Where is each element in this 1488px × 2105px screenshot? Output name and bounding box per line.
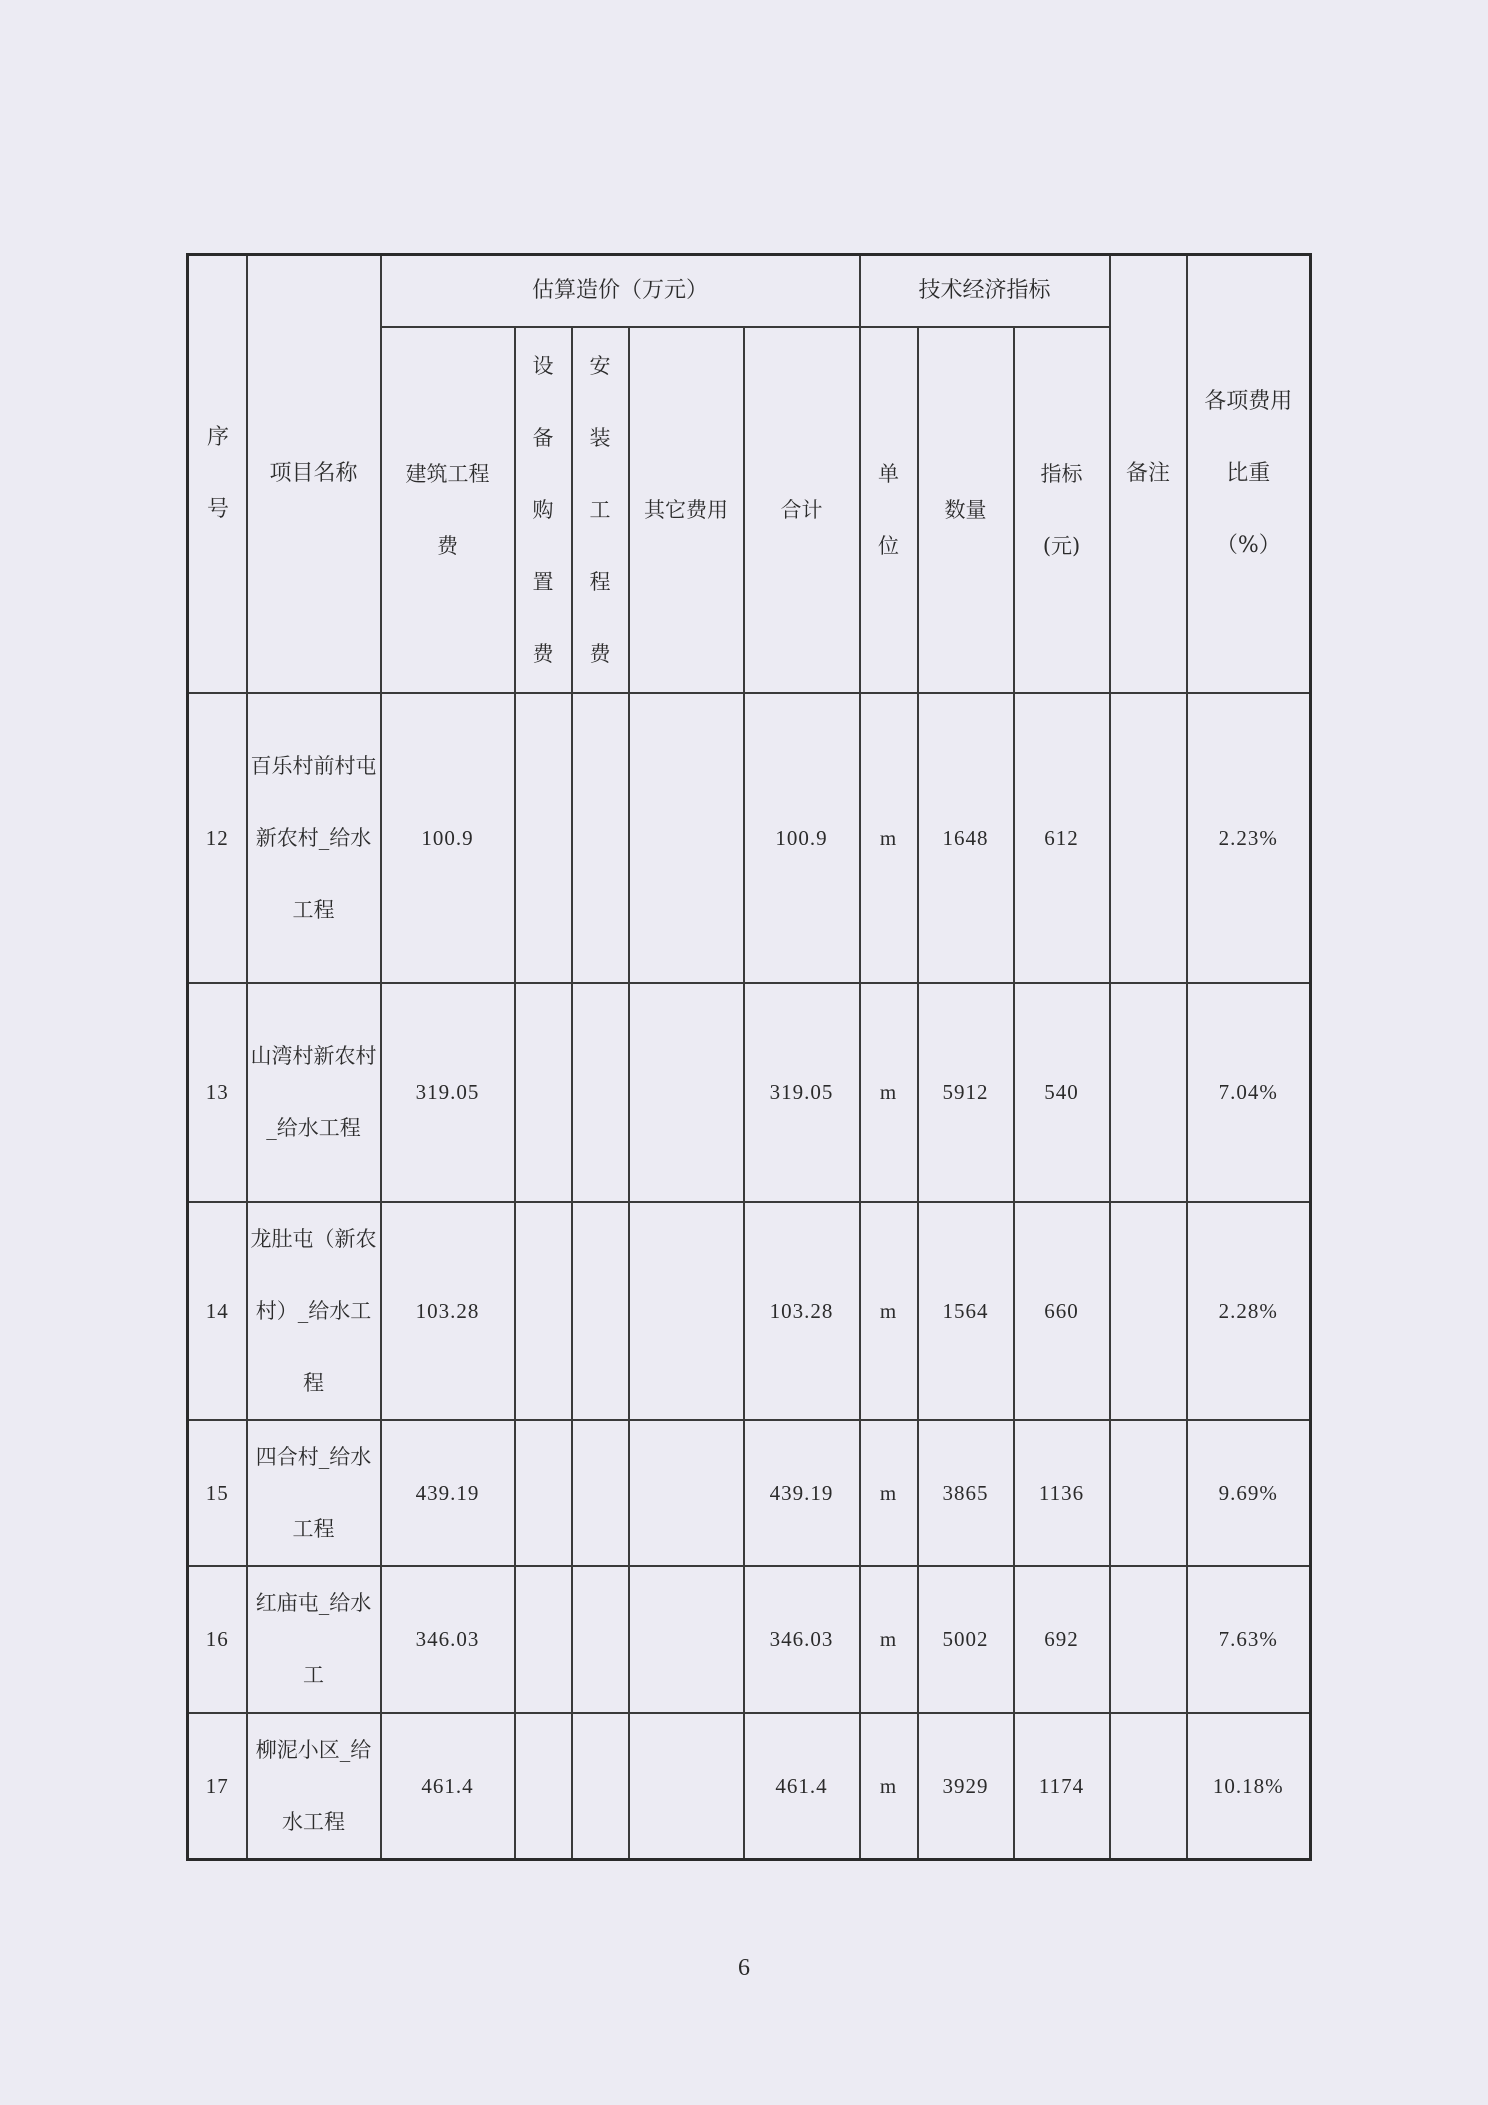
row-install xyxy=(572,983,629,1201)
row-building: 319.05 xyxy=(381,983,515,1201)
row-seq: 14 xyxy=(188,1202,247,1420)
row-index: 612 xyxy=(1014,693,1110,984)
row-remark xyxy=(1110,1566,1187,1712)
row-equipment xyxy=(515,693,572,984)
row-remark xyxy=(1110,983,1187,1201)
header-other: 其它费用 xyxy=(629,327,744,693)
row-unit: m xyxy=(860,1713,918,1860)
row-equipment xyxy=(515,1420,572,1566)
row-seq: 16 xyxy=(188,1566,247,1712)
row-install xyxy=(572,693,629,984)
row-name: 柳泥小区_给水工程 xyxy=(247,1713,381,1860)
row-equipment xyxy=(515,1202,572,1420)
row-building: 346.03 xyxy=(381,1566,515,1712)
row-equipment xyxy=(515,983,572,1201)
table-row xyxy=(188,1713,1311,1860)
header-index: 指标(元) xyxy=(1014,327,1110,693)
row-ratio: 7.04% xyxy=(1187,983,1311,1201)
row-remark xyxy=(1110,693,1187,984)
cost-estimate-table xyxy=(186,253,1312,1861)
row-name: 四合村_给水工程 xyxy=(247,1420,381,1566)
row-equipment xyxy=(515,1566,572,1712)
row-unit: m xyxy=(860,983,918,1201)
row-name: 红庙屯_给水工 xyxy=(247,1566,381,1712)
row-unit: m xyxy=(860,1566,918,1712)
row-name: 百乐村前村屯新农村_给水工程 xyxy=(247,693,381,984)
row-ratio: 2.28% xyxy=(1187,1202,1311,1420)
row-seq: 15 xyxy=(188,1420,247,1566)
row-total: 439.19 xyxy=(744,1420,860,1566)
row-seq: 13 xyxy=(188,983,247,1201)
table-row xyxy=(188,1566,1311,1712)
row-index: 1136 xyxy=(1014,1420,1110,1566)
row-total: 103.28 xyxy=(744,1202,860,1420)
row-quantity: 3929 xyxy=(918,1713,1014,1860)
row-quantity: 1564 xyxy=(918,1202,1014,1420)
row-quantity: 3865 xyxy=(918,1420,1014,1566)
row-remark xyxy=(1110,1202,1187,1420)
table-row xyxy=(188,1420,1311,1566)
row-name: 龙肚屯（新农村）_给水工程 xyxy=(247,1202,381,1420)
row-other xyxy=(629,693,744,984)
row-ratio: 2.23% xyxy=(1187,693,1311,984)
row-index: 1174 xyxy=(1014,1713,1110,1860)
table-row xyxy=(188,983,1311,1201)
header-remark: 备注 xyxy=(1110,255,1187,693)
row-index: 660 xyxy=(1014,1202,1110,1420)
row-index: 692 xyxy=(1014,1566,1110,1712)
row-quantity: 1648 xyxy=(918,693,1014,984)
row-other xyxy=(629,1713,744,1860)
row-building: 100.9 xyxy=(381,693,515,984)
row-index: 540 xyxy=(1014,983,1110,1201)
row-unit: m xyxy=(860,1420,918,1566)
row-unit: m xyxy=(860,693,918,984)
row-ratio: 10.18% xyxy=(1187,1713,1311,1860)
row-other xyxy=(629,983,744,1201)
row-install xyxy=(572,1202,629,1420)
header-seq: 序号 xyxy=(188,255,247,693)
row-unit: m xyxy=(860,1202,918,1420)
row-remark xyxy=(1110,1713,1187,1860)
row-quantity: 5002 xyxy=(918,1566,1014,1712)
row-building: 439.19 xyxy=(381,1420,515,1566)
row-total: 319.05 xyxy=(744,983,860,1201)
header-name: 项目名称 xyxy=(247,255,381,693)
row-building: 461.4 xyxy=(381,1713,515,1860)
row-other xyxy=(629,1202,744,1420)
row-total: 346.03 xyxy=(744,1566,860,1712)
header-tech-group: 技术经济指标 xyxy=(860,255,1110,327)
row-other xyxy=(629,1420,744,1566)
row-ratio: 7.63% xyxy=(1187,1566,1311,1712)
table-row xyxy=(188,693,1311,984)
header-quantity: 数量 xyxy=(918,327,1014,693)
header-total: 合计 xyxy=(744,327,860,693)
page-number: 6 xyxy=(738,1955,750,1981)
row-seq: 12 xyxy=(188,693,247,984)
row-building: 103.28 xyxy=(381,1202,515,1420)
row-install xyxy=(572,1420,629,1566)
row-equipment xyxy=(515,1713,572,1860)
header-equipment: 设备购置费 xyxy=(515,327,572,693)
row-seq: 17 xyxy=(188,1713,247,1860)
header-unit: 单位 xyxy=(860,327,918,693)
header-estimate-group: 估算造价（万元） xyxy=(381,255,860,327)
row-other xyxy=(629,1566,744,1712)
header-ratio: 各项费用比重（%） xyxy=(1187,255,1311,693)
row-install xyxy=(572,1566,629,1712)
table-row xyxy=(188,1202,1311,1420)
row-remark xyxy=(1110,1420,1187,1566)
row-quantity: 5912 xyxy=(918,983,1014,1201)
row-total: 100.9 xyxy=(744,693,860,984)
header-install: 安装工程费 xyxy=(572,327,629,693)
row-total: 461.4 xyxy=(744,1713,860,1860)
row-install xyxy=(572,1713,629,1860)
header-building: 建筑工程费 xyxy=(381,327,515,693)
row-ratio: 9.69% xyxy=(1187,1420,1311,1566)
row-name: 山湾村新农村_给水工程 xyxy=(247,983,381,1201)
